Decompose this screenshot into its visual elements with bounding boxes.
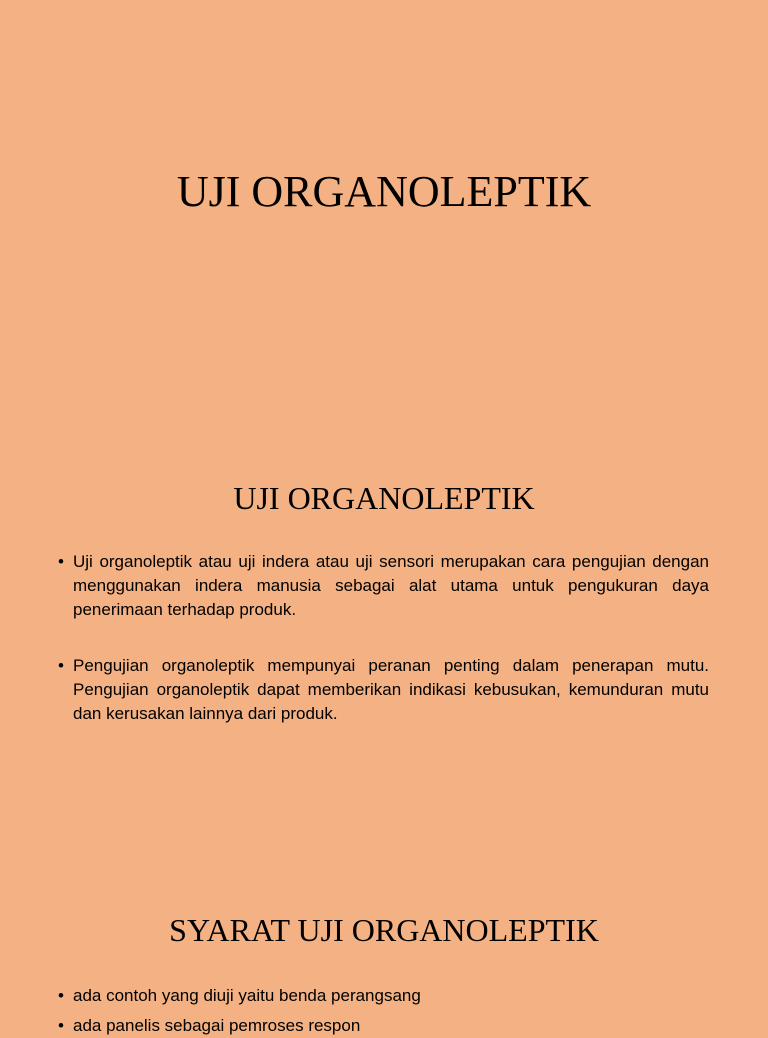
bullet-icon: • [58,656,64,675]
slide-title: UJI ORGANOLEPTIK [176,167,592,216]
bullet-text: ada panelis sebagai pemroses respon [73,1016,361,1035]
bullet-text: ada contoh yang diuji yaitu benda perangsang [73,986,421,1005]
bullet-icon: • [58,552,64,571]
bullet-item [58,654,709,726]
bullet-list [58,550,709,726]
bullet-icon: • [58,1016,64,1035]
bullet-item [58,1014,709,1038]
requirements-slide [0,816,768,1035]
bullet-text: Pengujian organoleptik mempunyai peranan penting dalam penerapan mutu. Pengujian organoleptik dapat memberikan indikasi kebusukan, kemunduran mutu dan kerusakan lainnya dari produk. [73,656,709,723]
slide-heading: UJI ORGANOLEPTIK [233,480,535,516]
bullet-text: Uji organoleptik atau uji indera atau uji sensori merupakan cara pengujian dengan menggunakan indera manusia sebagai alat utama untuk pengukuran daya penerimaan terhadap produk. [73,552,709,619]
bullet-list [58,984,709,1038]
bullet-item [58,550,709,622]
title-slide [0,0,768,384]
bullet-icon: • [58,986,64,1005]
bullet-item [58,984,709,1008]
definition-slide [0,384,768,816]
slide-heading: SYARAT UJI ORGANOLEPTIK [169,912,599,948]
